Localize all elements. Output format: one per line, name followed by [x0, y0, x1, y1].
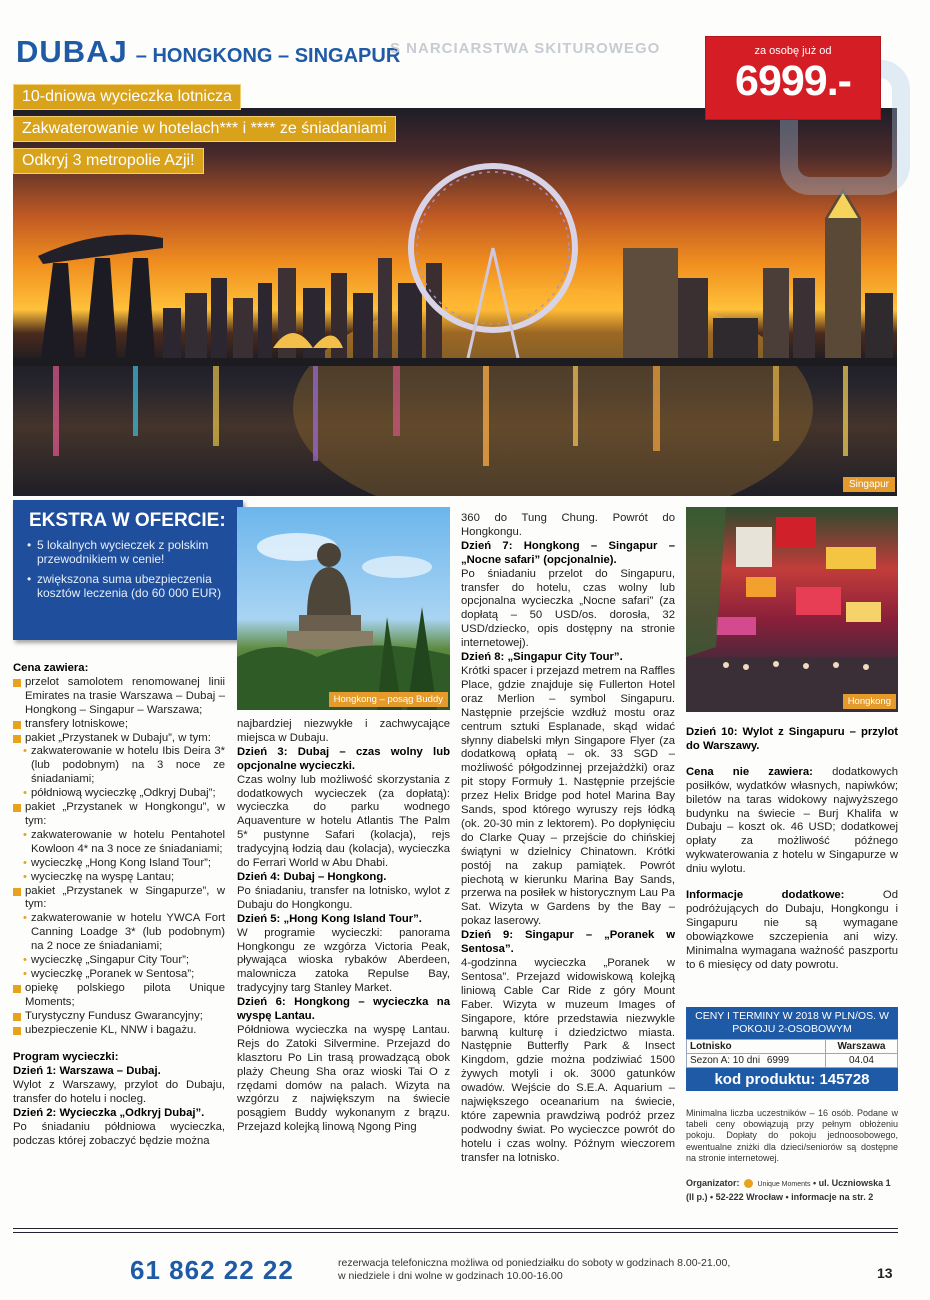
organizer-address-2: (II p.) • 52-222 Wrocław • informacje na str. 2 — [686, 1192, 874, 1202]
organizer-address-1: • ul. Uczniowska 1 — [812, 1178, 891, 1188]
list-item: Turystyczny Fundusz Gwarancyjny; — [13, 1010, 225, 1024]
reservation-hours — [338, 1257, 730, 1283]
sub-list-item: • zakwaterowanie w hotelu YWCA Fort Canning Loadge 3* (lub podobnym) na 2 noce ze śniadaniami; — [13, 912, 225, 954]
title-main: DUBAJ — [16, 34, 128, 69]
hero-caption: Singapur — [843, 477, 895, 492]
participants-note: Minimalna liczba uczestników – 16 osób. Podane w tabeli ceny obowiązują przy pełnym obłożeniu pokoju. Dopłaty do pokoju jednoosobowego, ewentualne zniżki dla dzieci/seniorów są dostępne na stronie internetowej. — [686, 1108, 898, 1163]
list-item: ubezpieczenie KL, NNW i bagażu. — [13, 1024, 225, 1038]
day-heading: Dzień 1: Warszawa – Dubaj. — [13, 1065, 161, 1078]
day-text: Krótki spacer i przejazd metrem na Raffles Place, gdzie znajduje się Fullerton Hotel oraz Merlion – symbol Singapuru. Następnie przejście wzdłuż mostu oraz centrum sztuki Esplanade, skąd widać słynny diabelski młyn Singapore Flyer (za dodatkową opłatą – ok. 33 SGD – możliwość półgodzinnej przejażdżki) oraz pit stopy Formuły 1. Następnie przejście przez Helix Bridge pod hotel Marina Bay Sands, spod którego wyruszy rejs łódką (ok. 20-30 min z lektorem). Po dopłynięciu do Clarke Quay – przejście do chińskiej świątyni w dzielnicy Chinatown. Krótki postój na zakup pamiątek. Powrót piechotą w kierunku Marina Bay Sands, przerwa na posiłek w historycznym Lau Pa Sat. Wizyta w Gardens by the Bay – pokaz laserowy. — [461, 664, 675, 928]
price-badge — [705, 36, 881, 120]
extra-offer-item: • zwiększona suma ubezpieczenia kosztów leczenia (do 60 000 EUR) — [27, 572, 229, 600]
page-number: 13 — [877, 1265, 893, 1281]
reservation-hours-line: rezerwacja telefoniczna możliwa od poniedziałku do soboty w godzinach 8.00-21.00, — [338, 1257, 731, 1269]
day-text: Czas wolny lub możliwość skorzystania z dodatkowych wycieczek (za dopłatą): wycieczka do parku wodnego Aquaventure w hotelu Atlantis The Palm 5* pustynne Safari (kolacja), rejs tradycyjną łodzią dau (kolacja), wycieczka do Ferrari World w Abu Dhabi. — [237, 773, 450, 870]
day-heading: Dzień 8: „Singapur City Tour”. — [461, 651, 623, 664]
day-heading: Dzień 2: Wycieczka „Odkryj Dubaj”. — [13, 1107, 205, 1120]
column-extra-info — [686, 726, 898, 973]
table-header-row — [687, 1040, 898, 1054]
info-text: Od podróżujących do Dubaju, Hongkongu i Singapuru nie są wymagane obowiązkowe szczepienia ani wizy. Minimalna wymagana ważność paszportu to 6 miesięcy od daty powrotu. — [686, 889, 898, 971]
reservation-phone: 61 862 22 22 — [130, 1255, 294, 1285]
sub-list-item: • wycieczkę „Singapur City Tour”; — [13, 954, 225, 968]
table-row — [687, 1054, 898, 1068]
day-text: Po śniadaniu, transfer na lotnisko, wylot z Dubaju do Hongkongu. — [237, 884, 450, 911]
extra-offer-item: • 5 lokalnych wycieczek z polskim przewodnikiem w cenie! — [27, 538, 229, 566]
not-included-para — [686, 766, 898, 877]
footer-divider — [13, 1228, 898, 1229]
day-heading: Dzień 6: Hongkong – wycieczka na wyspę Lantau. — [237, 996, 450, 1023]
extra-offer-list — [27, 538, 229, 600]
table-header-cell: Lotnisko — [687, 1040, 826, 1054]
term-price: 6999 — [766, 1055, 790, 1066]
list-item: opiekę polskiego pilota Unique Moments; — [13, 982, 225, 1010]
table-cell-date: 04.04 — [825, 1054, 897, 1068]
table-cell-term — [687, 1054, 826, 1068]
info-para — [686, 889, 898, 972]
price-table-grid — [686, 1039, 898, 1068]
bleed-through-text: S NARCIARSTWA SKITUROWEGO — [390, 40, 661, 57]
list-item: pakiet „Przystanek w Singapurze”, w tym: — [13, 885, 225, 913]
organizer-logo-icon — [744, 1179, 753, 1188]
extra-offer-box — [13, 500, 243, 640]
price-value: 6999.- — [735, 57, 851, 105]
day-heading: Dzień 4: Dubaj – Hongkong. — [237, 870, 387, 883]
day-text: Półdniowa wycieczka na wyspę Lantau. Rejs do Zatoki Silvermine. Przejazd do klasztoru Po Lin trasą prowadzącą obok plaży Cheung Sha oraz wioski Tai O z rzędami domów na palach. Wizyta na wzgórzu z największym na świecie posągiem Buddy wykonanym z brązu. Przejazd kolejką linową Ngong Ping — [237, 1023, 450, 1134]
photo-caption-buddha: Hongkong – posąg Buddy — [329, 692, 448, 707]
day-heading: Dzień 5: „Hong Kong Island Tour”. — [237, 912, 422, 925]
term-label: Sezon A: 10 dni — [690, 1055, 761, 1066]
day-heading: Dzień 10: Wylot z Singapuru – przylot do Warszawy. — [686, 726, 898, 752]
sub-list-item: • wycieczkę „Poranek w Sentosa”; — [13, 968, 225, 982]
column-program-3 — [461, 512, 675, 1166]
organizer-info — [686, 1177, 898, 1203]
not-included-heading: Cena nie zawiera: — [686, 765, 813, 778]
table-header-cell: Warszawa — [825, 1040, 897, 1054]
reservation-hours-line: w niedziele i dni wolne w godzinach 10.00-16.00 — [338, 1270, 563, 1282]
sub-list-item: • wycieczkę na wyspę Lantau; — [13, 871, 225, 885]
day-text: 360 do Tung Chung. Powrót do Hongkongu. — [461, 512, 675, 538]
list-item: transfery lotniskowe; — [13, 718, 225, 732]
product-code: kod produktu: 145728 — [686, 1068, 898, 1091]
column-program-2 — [237, 718, 450, 1135]
price-lead: za osobę już od — [754, 45, 832, 57]
section-heading: Program wycieczki: — [13, 1051, 119, 1064]
price-table — [686, 1007, 898, 1091]
tag-accommodation: Zakwaterowanie w hotelach*** i **** ze śniadaniami — [13, 116, 396, 142]
day-text: Po śniadaniu przelot do Singapuru, transfer do hotelu, czas wolny lub opcjonalna wycieczka „Nocne safari” (za dopłatą – 50 USD/os. dorosła, 32 USD/dziecko, opis dostępny na stronie internetowej). — [461, 567, 675, 650]
day-heading: Dzień 7: Hongkong – Singapur – „Nocne safari” (opcjonalnie). — [461, 539, 675, 566]
organizer-label: Organizator: — [686, 1178, 740, 1188]
day-text: Po śniadaniu półdniowa wycieczka, podczas której zobaczyć będzie można — [13, 1121, 225, 1147]
photo-caption-street: Hongkong — [843, 694, 896, 709]
list-item: pakiet „Przystanek w Hongkongu”, w tym: — [13, 801, 225, 829]
list-item: pakiet „Przystanek w Dubaju”, w tym: — [13, 732, 225, 746]
day-text: W programie wycieczki: panorama Hongkongu ze wzgórza Victoria Peak, pływająca wioska rybaków Aberdeen, malownicza zatoka Repulse Bay, tradycyjny targ Stanley Market. — [237, 926, 450, 995]
price-table-title: CENY I TERMINY W 2018 W PLN/OS. W POKOJU 2-OSOBOWYM — [686, 1007, 898, 1039]
buddha-illustration — [237, 507, 450, 710]
photo-buddha — [237, 507, 450, 710]
footer-divider — [13, 1232, 898, 1233]
tag-trip-length: 10-dniowa wycieczka lotnicza — [13, 84, 241, 110]
info-heading: Informacje dodatkowe: — [686, 889, 845, 902]
page-title — [16, 34, 400, 70]
list-item: przelot samolotem renomowanej linii Emirates na trasie Warszawa – Dubaj – Hongkong – Singapur – Warszawa; — [13, 676, 225, 718]
not-included-text: dodatkowych posiłków, wydatków własnych, napiwków; biletów na taras widokowy najwyższego budynku na świecie – Burj Khalifa w Dubaju – koszt ok. 46 USD; dodatkowej opłaty za możliwość późnego wykwaterowania z hotelu w Singapurze w dniu wylotu. — [686, 765, 899, 876]
title-sub: – HONGKONG – SINGAPUR — [135, 45, 401, 67]
street-illustration — [686, 507, 898, 712]
sub-list-item: • wycieczkę „Hong Kong Island Tour”; — [13, 857, 225, 871]
tag-discover: Odkryj 3 metropolie Azji! — [13, 148, 204, 174]
day-text: 4-godzinna wycieczka „Poranek w Sentosa”. Przejazd widowiskową kolejką liniową Cable Car Ride z góry Mount Faber. Wizyta w muzeum Images of Singapore, które przedstawia niezwykle barwną kulturę i dziedzictwo miasta. Następnie Butterfly Park & Insect Kingdom, gdzie można podziwiać 1500 żywych motyli i ok. 3000 gatunków owadów. Wejście do S.E.A. Aquarium – największego oceanarium na świecie, które zapewnia prawdziwą podróż przez podwodny świat. Po wycieczce powrót do hotelu i czas wolny. Późnym wieczorem transfer na lotnisko. — [461, 957, 675, 1164]
sub-list-item: • zakwaterowanie w hotelu Ibis Deira 3* (lub podobnym) na 3 noce ze śniadaniami; — [13, 745, 225, 787]
sub-list-item: • półdniową wycieczkę „Odkryj Dubaj”; — [13, 787, 225, 801]
day-heading: Dzień 9: Singapur – „Poranek w Sentosa”. — [461, 929, 675, 956]
day-heading: Dzień 3: Dubaj – czas wolny lub opcjonalne wycieczki. — [237, 745, 450, 772]
extra-offer-title: EKSTRA W OFERCIE: — [29, 510, 226, 531]
sub-list-item: • zakwaterowanie w hotelu Pentahotel Kowloon 4* na 3 noce ze śniadaniami; — [13, 829, 225, 857]
section-heading: Cena zawiera: — [13, 662, 89, 674]
day-text: Wylot z Warszawy, przylot do Dubaju, transfer do hotelu i nocleg. — [13, 1079, 225, 1106]
organizer-logo-text: Unique Moments — [757, 1181, 811, 1188]
day-text: najbardziej niezwykłe i zachwycające miejsca w Dubaju. — [237, 718, 450, 744]
column-included — [13, 662, 225, 1149]
photo-hongkong-street — [686, 507, 898, 712]
